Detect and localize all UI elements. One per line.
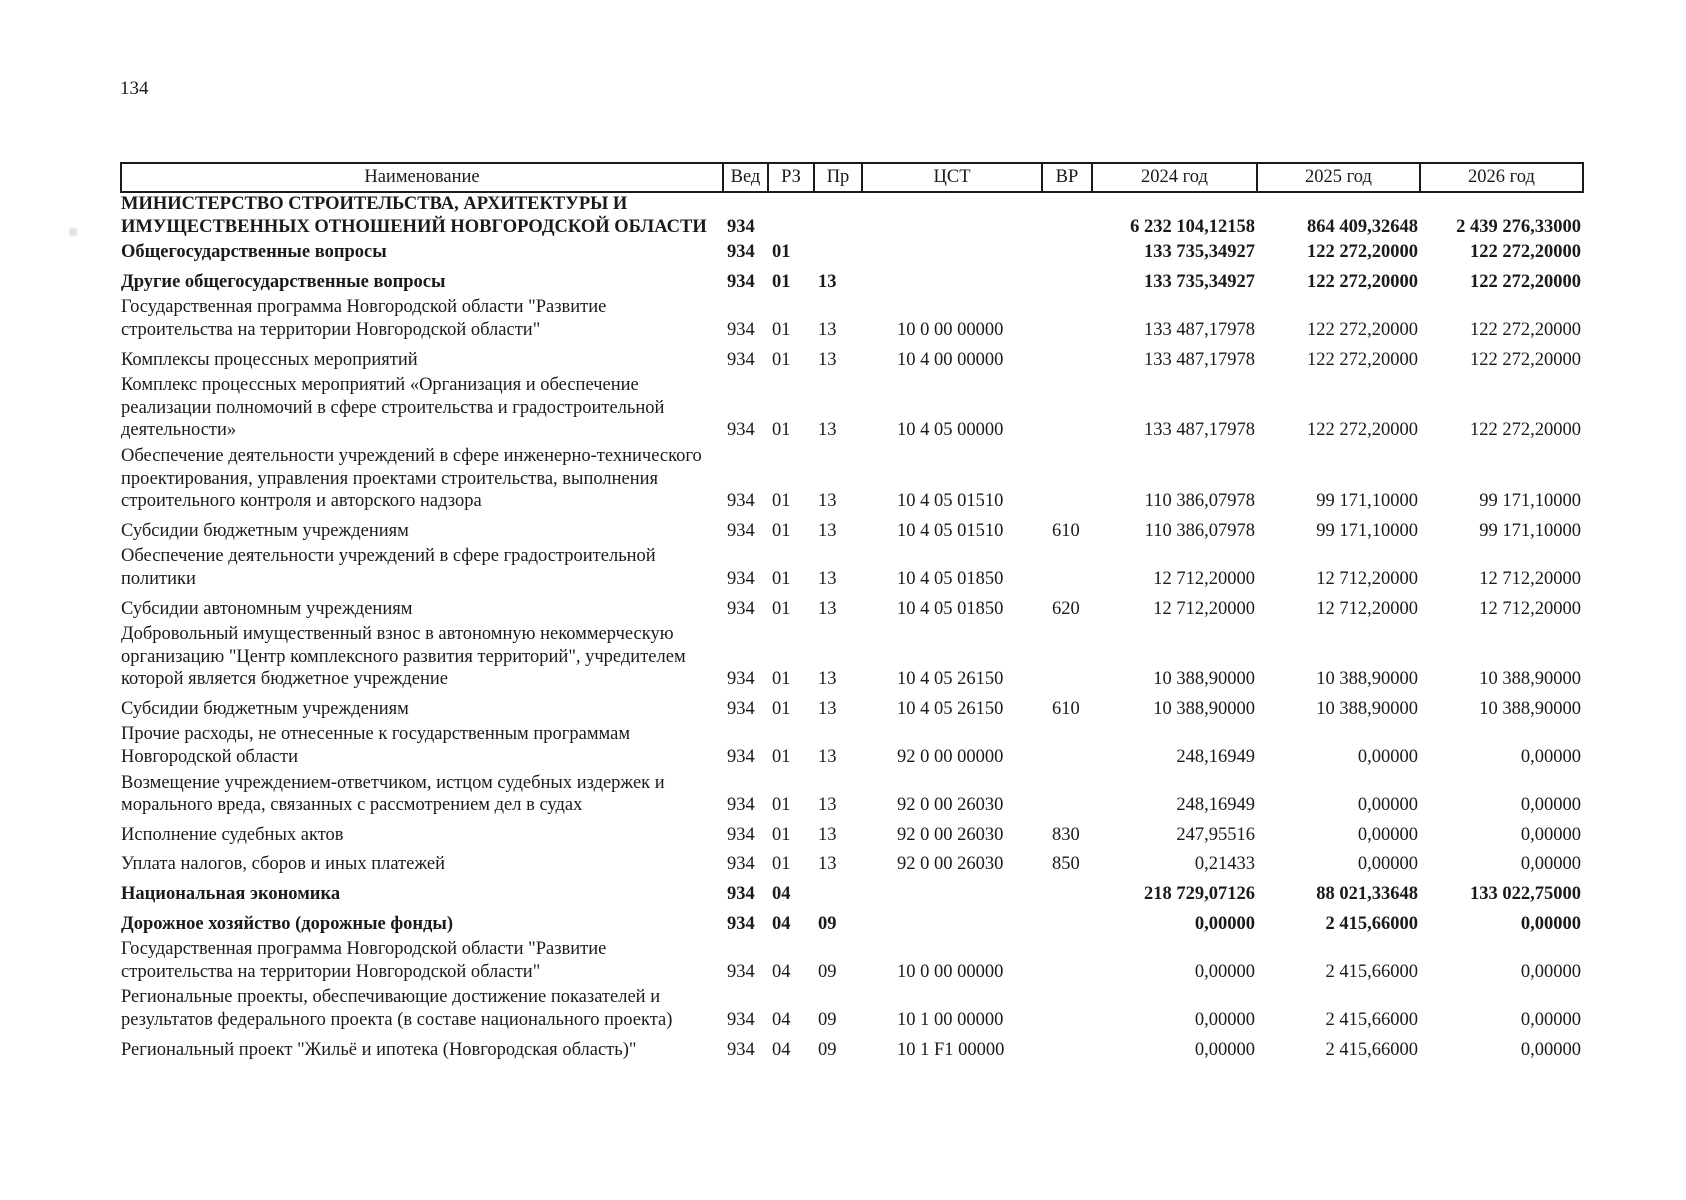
cell-pr xyxy=(814,879,862,909)
cell-2025: 2 415,66000 xyxy=(1325,913,1418,934)
cell-name: Комплексы процессных мероприятий xyxy=(121,349,418,370)
cell-vr: 830 xyxy=(1052,824,1080,845)
table-row xyxy=(121,879,1583,909)
cell-rz: 01 xyxy=(772,319,791,340)
header-ved: Вед xyxy=(723,163,768,192)
table-row xyxy=(121,986,1583,1034)
cell-2026: 122 272,20000 xyxy=(1470,242,1581,263)
cell-2026: 0,00000 xyxy=(1520,795,1581,816)
cell-rz: 04 xyxy=(772,1010,791,1030)
cell-cst: 10 4 05 01850 xyxy=(897,568,1004,589)
cell-2026: 0,00000 xyxy=(1520,1010,1581,1030)
cell-2024: 133 487,17978 xyxy=(1144,349,1255,370)
cell-rz: 01 xyxy=(772,420,791,441)
budget-table-wrapper xyxy=(120,162,1582,1064)
header-rz: РЗ xyxy=(768,163,814,192)
cell-rz: 01 xyxy=(772,698,791,719)
cell-vr xyxy=(1042,938,1092,986)
header-name: Наименование xyxy=(121,163,723,192)
cell-name: Субсидии бюджетным учреждениям xyxy=(121,698,409,719)
cell-pr: 09 xyxy=(818,961,837,982)
cell-cst: 10 4 05 26150 xyxy=(897,669,1004,690)
table-row xyxy=(121,516,1583,546)
cell-2026: 0,00000 xyxy=(1520,747,1581,768)
cell-vr xyxy=(1042,267,1092,297)
table-row xyxy=(121,772,1583,820)
cell-name: Исполнение судебных актов xyxy=(121,824,344,845)
cell-2025: 122 272,20000 xyxy=(1307,349,1418,370)
cell-name: Государственная программа Новгородской области "Развитие строительства на территории Новгородской области" xyxy=(121,297,607,340)
cell-rz: 01 xyxy=(772,491,791,512)
cell-pr: 13 xyxy=(818,568,837,589)
cell-name: Комплекс процессных мероприятий «Организация и обеспечение реализации полномочий в сфере строительства и градостроительной деятельности» xyxy=(121,375,665,441)
table-row xyxy=(121,623,1583,694)
cell-pr: 13 xyxy=(818,698,837,719)
cell-2026: 0,00000 xyxy=(1520,824,1581,845)
cell-cst xyxy=(862,241,1042,267)
header-pr: Пр xyxy=(814,163,862,192)
cell-vr xyxy=(1042,296,1092,344)
cell-name: Дорожное хозяйство (дорожные фонды) xyxy=(121,913,454,934)
cell-2025: 0,00000 xyxy=(1357,854,1418,875)
cell-ved: 934 xyxy=(727,598,755,619)
cell-vr xyxy=(1042,1035,1092,1065)
cell-2024: 110 386,07978 xyxy=(1144,520,1255,541)
cell-2025: 88 021,33648 xyxy=(1316,884,1418,905)
cell-vr xyxy=(1042,623,1092,694)
table-row xyxy=(121,938,1583,986)
cell-pr xyxy=(814,241,862,267)
table-row xyxy=(121,545,1583,593)
scan-artifact xyxy=(68,224,78,240)
cell-2024: 10 388,90000 xyxy=(1153,698,1255,719)
cell-ved: 934 xyxy=(727,1039,755,1060)
cell-2026: 122 272,20000 xyxy=(1470,319,1581,340)
cell-2026: 0,00000 xyxy=(1520,854,1581,875)
cell-name: Другие общегосударственные вопросы xyxy=(121,271,446,292)
cell-ved: 934 xyxy=(727,747,755,768)
cell-2025: 10 388,90000 xyxy=(1316,698,1418,719)
cell-rz: 01 xyxy=(772,568,791,589)
cell-name: Субсидии автономным учреждениям xyxy=(121,598,413,619)
cell-2026: 10 388,90000 xyxy=(1479,669,1581,690)
cell-rz: 01 xyxy=(772,242,791,263)
header-cst: ЦСТ xyxy=(862,163,1042,192)
cell-2025: 2 415,66000 xyxy=(1325,961,1418,982)
cell-2024: 12 712,20000 xyxy=(1153,598,1255,619)
cell-vr: 610 xyxy=(1052,698,1080,719)
cell-cst: 10 1 F1 00000 xyxy=(897,1039,1005,1060)
cell-rz: 01 xyxy=(772,747,791,768)
cell-ved: 934 xyxy=(727,913,755,934)
table-row xyxy=(121,192,1583,241)
page-number: 134 xyxy=(120,78,149,99)
cell-2026: 10 388,90000 xyxy=(1479,698,1581,719)
table-body xyxy=(121,192,1583,1064)
cell-name: МИНИСТЕРСТВО СТРОИТЕЛЬСТВА, АРХИТЕКТУРЫ И ИМУЩЕСТВЕННЫХ ОТНОШЕНИЙ НОВГОРОДСКОЙ ОБЛАСТИ xyxy=(121,194,707,237)
cell-2025: 99 171,10000 xyxy=(1316,491,1418,512)
cell-ved: 934 xyxy=(727,420,755,441)
table-row xyxy=(121,694,1583,724)
cell-2025: 0,00000 xyxy=(1357,795,1418,816)
cell-name: Добровольный имущественный взнос в автономную некоммерческую организацию "Центр комплексного развития территорий", учредителем которой является бюджетное учреждение xyxy=(121,624,686,690)
cell-rz: 01 xyxy=(772,854,791,875)
cell-name: Субсидии бюджетным учреждениям xyxy=(121,520,409,541)
cell-ved: 934 xyxy=(727,216,755,237)
cell-pr: 13 xyxy=(818,795,837,816)
table-row xyxy=(121,445,1583,516)
cell-rz: 01 xyxy=(772,520,791,541)
cell-rz xyxy=(768,192,814,241)
cell-ved: 934 xyxy=(727,1010,755,1030)
cell-cst xyxy=(862,192,1042,241)
cell-name: Обеспечение деятельности учреждений в сфере градостроительной политики xyxy=(121,546,656,589)
cell-2026: 122 272,20000 xyxy=(1470,349,1581,370)
cell-pr: 13 xyxy=(818,319,837,340)
cell-rz: 01 xyxy=(772,824,791,845)
cell-pr: 13 xyxy=(818,598,837,619)
cell-2026: 2 439 276,33000 xyxy=(1456,216,1581,237)
cell-vr: 610 xyxy=(1052,520,1080,541)
cell-name: Национальная экономика xyxy=(121,884,341,905)
cell-pr: 13 xyxy=(818,520,837,541)
cell-name: Обеспечение деятельности учреждений в сфере инженерно-технического проектирования, управления проектами строительства, выполнения строительного контроля и авторского надзора xyxy=(121,445,702,512)
cell-2024: 218 729,07126 xyxy=(1144,884,1255,905)
header-2025: 2025 год xyxy=(1257,163,1420,192)
cell-cst xyxy=(862,879,1042,909)
cell-2024: 12 712,20000 xyxy=(1153,568,1255,589)
cell-ved: 934 xyxy=(727,961,755,982)
cell-2025: 0,00000 xyxy=(1357,747,1418,768)
cell-cst: 10 4 05 26150 xyxy=(897,698,1004,719)
cell-pr: 13 xyxy=(818,491,837,512)
cell-ved: 934 xyxy=(727,795,755,816)
table-row xyxy=(121,1035,1583,1065)
cell-2025: 99 171,10000 xyxy=(1316,520,1418,541)
cell-name: Прочие расходы, не отнесенные к государственным программам Новгородской области xyxy=(121,724,631,768)
table-row xyxy=(121,909,1583,939)
cell-2025: 122 272,20000 xyxy=(1307,420,1418,441)
cell-cst: 10 4 05 01850 xyxy=(897,598,1004,619)
cell-cst: 92 0 00 00000 xyxy=(897,747,1004,768)
cell-2025: 12 712,20000 xyxy=(1316,598,1418,619)
cell-vr xyxy=(1042,909,1092,939)
cell-2024: 0,00000 xyxy=(1194,961,1255,982)
cell-pr: 09 xyxy=(818,913,837,934)
cell-vr: 850 xyxy=(1052,854,1080,875)
cell-2025: 864 409,32648 xyxy=(1307,216,1418,237)
cell-2026: 12 712,20000 xyxy=(1479,568,1581,589)
cell-pr xyxy=(814,192,862,241)
table-row xyxy=(121,345,1583,375)
cell-2024: 133 487,17978 xyxy=(1144,420,1255,441)
cell-vr xyxy=(1042,986,1092,1034)
cell-pr: 13 xyxy=(818,747,837,768)
table-row xyxy=(121,820,1583,850)
cell-rz: 04 xyxy=(772,884,791,905)
header-row xyxy=(121,163,1583,192)
cell-vr xyxy=(1042,772,1092,820)
cell-2025: 10 388,90000 xyxy=(1316,669,1418,690)
cell-pr: 13 xyxy=(818,420,837,441)
cell-cst: 10 0 00 00000 xyxy=(897,319,1004,340)
cell-rz: 01 xyxy=(772,271,791,292)
table-row xyxy=(121,241,1583,267)
cell-pr: 13 xyxy=(818,271,837,292)
cell-2026: 0,00000 xyxy=(1520,913,1581,934)
cell-2024: 248,16949 xyxy=(1176,747,1255,768)
cell-2026: 0,00000 xyxy=(1520,1039,1581,1060)
cell-rz: 01 xyxy=(772,669,791,690)
budget-table xyxy=(120,162,1584,1064)
cell-2024: 0,00000 xyxy=(1194,1010,1255,1030)
cell-name: Государственная программа Новгородской области "Развитие строительства на территории Новгородской области" xyxy=(121,939,607,982)
cell-ved: 934 xyxy=(727,568,755,589)
cell-vr xyxy=(1042,723,1092,771)
cell-cst xyxy=(862,267,1042,297)
cell-cst: 92 0 00 26030 xyxy=(897,854,1004,875)
cell-pr: 13 xyxy=(818,349,837,370)
table-row xyxy=(121,723,1583,771)
cell-ved: 934 xyxy=(727,349,755,370)
cell-ved: 934 xyxy=(727,271,755,292)
cell-2024: 248,16949 xyxy=(1176,795,1255,816)
cell-2024: 110 386,07978 xyxy=(1144,491,1255,512)
cell-cst xyxy=(862,909,1042,939)
cell-cst: 10 1 00 00000 xyxy=(897,1010,1004,1030)
cell-vr xyxy=(1042,241,1092,267)
cell-name: Возмещение учреждением-ответчиком, истцом судебных издержек и морального вреда, связанных с рассмотрением дел в судах xyxy=(121,772,665,816)
cell-2026: 122 272,20000 xyxy=(1470,271,1581,292)
cell-vr xyxy=(1042,879,1092,909)
cell-2024: 247,95516 xyxy=(1176,824,1255,845)
table-row xyxy=(121,594,1583,624)
cell-cst: 10 0 00 00000 xyxy=(897,961,1004,982)
cell-vr xyxy=(1042,374,1092,445)
cell-rz: 01 xyxy=(772,795,791,816)
cell-2025: 122 272,20000 xyxy=(1307,271,1418,292)
cell-2024: 6 232 104,12158 xyxy=(1130,216,1255,237)
cell-cst: 10 4 05 00000 xyxy=(897,420,1004,441)
cell-pr: 13 xyxy=(818,824,837,845)
cell-cst: 10 4 00 00000 xyxy=(897,349,1004,370)
cell-vr: 620 xyxy=(1052,598,1080,619)
cell-rz: 04 xyxy=(772,961,791,982)
cell-pr: 09 xyxy=(818,1039,837,1060)
cell-cst: 10 4 05 01510 xyxy=(897,520,1004,541)
cell-name: Региональный проект "Жильё и ипотека (Новгородская область)" xyxy=(121,1039,637,1060)
cell-2024: 133 735,34927 xyxy=(1144,242,1255,263)
cell-ved: 934 xyxy=(727,824,755,845)
cell-2025: 0,00000 xyxy=(1357,824,1418,845)
cell-ved: 934 xyxy=(727,698,755,719)
cell-ved: 934 xyxy=(727,520,755,541)
cell-2024: 133 735,34927 xyxy=(1144,271,1255,292)
cell-pr: 09 xyxy=(818,1010,837,1030)
table-row xyxy=(121,374,1583,445)
table-row xyxy=(121,849,1583,879)
cell-name: Уплата налогов, сборов и иных платежей xyxy=(121,854,446,875)
cell-vr xyxy=(1042,545,1092,593)
table-row xyxy=(121,296,1583,344)
cell-2024: 0,00000 xyxy=(1194,1039,1255,1060)
cell-cst: 92 0 00 26030 xyxy=(897,824,1004,845)
cell-pr: 13 xyxy=(818,854,837,875)
cell-ved: 934 xyxy=(727,491,755,512)
cell-rz: 04 xyxy=(772,913,791,934)
cell-name: Общегосударственные вопросы xyxy=(121,242,387,263)
cell-2025: 2 415,66000 xyxy=(1325,1039,1418,1060)
cell-cst: 92 0 00 26030 xyxy=(897,795,1004,816)
cell-2024: 10 388,90000 xyxy=(1153,669,1255,690)
cell-2025: 2 415,66000 xyxy=(1325,1010,1418,1030)
cell-2026: 99 171,10000 xyxy=(1479,491,1581,512)
header-2024: 2024 год xyxy=(1092,163,1257,192)
cell-2024: 0,21433 xyxy=(1194,854,1255,875)
table-header xyxy=(121,163,1583,192)
cell-rz: 04 xyxy=(772,1039,791,1060)
table-row xyxy=(121,267,1583,297)
cell-2026: 99 171,10000 xyxy=(1479,520,1581,541)
cell-ved: 934 xyxy=(727,854,755,875)
cell-vr xyxy=(1042,345,1092,375)
cell-2026: 133 022,75000 xyxy=(1470,884,1581,905)
cell-rz: 01 xyxy=(772,598,791,619)
cell-ved: 934 xyxy=(727,242,755,263)
cell-2025: 122 272,20000 xyxy=(1307,319,1418,340)
cell-2025: 12 712,20000 xyxy=(1316,568,1418,589)
cell-vr xyxy=(1042,445,1092,516)
cell-ved: 934 xyxy=(727,319,755,340)
cell-2026: 0,00000 xyxy=(1520,961,1581,982)
header-2026: 2026 год xyxy=(1420,163,1583,192)
header-vr: ВР xyxy=(1042,163,1092,192)
cell-ved: 934 xyxy=(727,669,755,690)
cell-pr: 13 xyxy=(818,669,837,690)
cell-name: Региональные проекты, обеспечивающие достижение показателей и результатов федерального проекта (в составе национального проекта) xyxy=(121,987,673,1030)
cell-2026: 12 712,20000 xyxy=(1479,598,1581,619)
cell-vr xyxy=(1042,192,1092,241)
cell-2026: 122 272,20000 xyxy=(1470,420,1581,441)
cell-ved: 934 xyxy=(727,884,755,905)
cell-2024: 133 487,17978 xyxy=(1144,319,1255,340)
cell-2025: 122 272,20000 xyxy=(1307,242,1418,263)
cell-rz: 01 xyxy=(772,349,791,370)
cell-2024: 0,00000 xyxy=(1194,913,1255,934)
cell-cst: 10 4 05 01510 xyxy=(897,491,1004,512)
